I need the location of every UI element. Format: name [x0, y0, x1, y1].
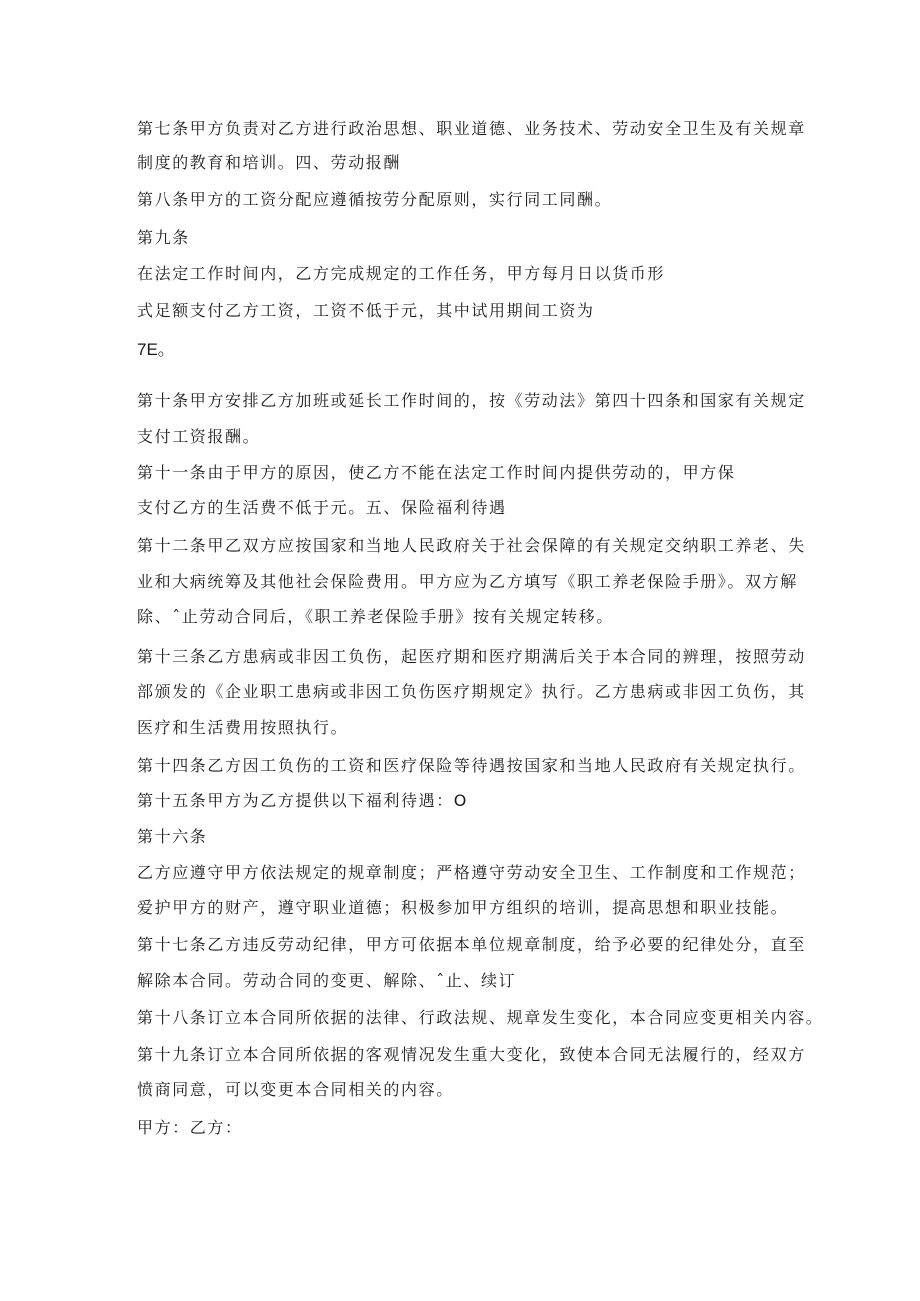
text-line: 愤商同意，可以变更本合同相关的内容。 [137, 1080, 454, 1099]
text-line: 医疗和生活费用按照执行。 [137, 718, 349, 737]
text-line: 第九条 [137, 228, 190, 247]
text-line: 第十四条乙方因工负伤的工资和医疗保险等待遇按国家和当地人民政府有关规定执行。 [137, 756, 806, 775]
text-line: 在法定工作时间内，乙方完成规定的工作任务，甲方每月日以货币形 [137, 264, 666, 283]
text-line: 解除本合同。劳动合同的变更、解除、ˆ止、续订 [137, 971, 517, 990]
text-line: 第十条甲方安排乙方加班或延长工作时间的，按《劳动法》第四十四条和国家有关规定 [137, 391, 806, 410]
text-line: 第十五条甲方为乙方提供以下福利待遇：O [137, 791, 468, 810]
text-line: 业和大病统筹及其他社会保险费用。甲方应为乙方填写《职工养老保险手册》。双方解 [137, 572, 798, 591]
text-line: 式足额支付乙方工资，工资不低于元，其中试用期间工资为 [137, 301, 595, 320]
text-line: 乙方应遵守甲方依法规定的规章制度；严格遵守劳动安全卫生、工作制度和工作规范； [137, 863, 806, 882]
text-line: 第十九条订立本合同所依据的客观情况发生重大变化，致使本合同无法履行的，经双方 [137, 1045, 806, 1064]
text-line: 第十八条订立本合同所依据的法律、行政法规、规章发生变化，本合同应变更相关内容。 [137, 1008, 824, 1027]
text-line: 部颁发的《企业职工患病或非因工负伤医疗期规定》执行。乙方患病或非因工负伤，其 [137, 682, 806, 701]
text-line: 爱护甲方的财产，遵守职业道德；积极参加甲方组织的培训，提高思想和职业技能。 [137, 898, 789, 917]
text-line: 支付乙方的生活费不低于元。五、保险福利待遇 [137, 498, 507, 517]
text-line: 第七条甲方负责对乙方进行政治思想、职业道德、业务技术、劳动安全卫生及有关规章 [137, 119, 806, 138]
text-line: 第十六条 [137, 827, 208, 846]
text-line: 第十二条甲乙双方应按国家和当地人民政府关于社会保障的有关规定交纳职工养老、失 [137, 536, 806, 555]
text-line: 第十七条乙方违反劳动纪律，甲方可依据本单位规章制度，给予必要的纪律处分，直至 [137, 935, 806, 954]
text-line: 甲方：乙方： [137, 1118, 243, 1137]
text-line: 第十一条由于甲方的原因，使乙方不能在法定工作时间内提供劳动的，甲方保 [137, 463, 736, 482]
text-line: 7E。 [137, 340, 175, 359]
text-line: 第十三条乙方患病或非因工负伤，起医疗期和医疗期满后关于本合同的辨理，按照劳动 [137, 647, 806, 666]
text-line: 第八条甲方的工资分配应遵循按劳分配原则，实行同工同酬。 [137, 190, 613, 209]
text-line: 支付工资报酬。 [137, 427, 261, 446]
text-line: 制度的教育和培训。四、劳动报酬 [137, 153, 402, 172]
text-line: 除、ˆ止劳动合同后，《职工养老保险手册》按有关规定转移。 [137, 607, 614, 626]
